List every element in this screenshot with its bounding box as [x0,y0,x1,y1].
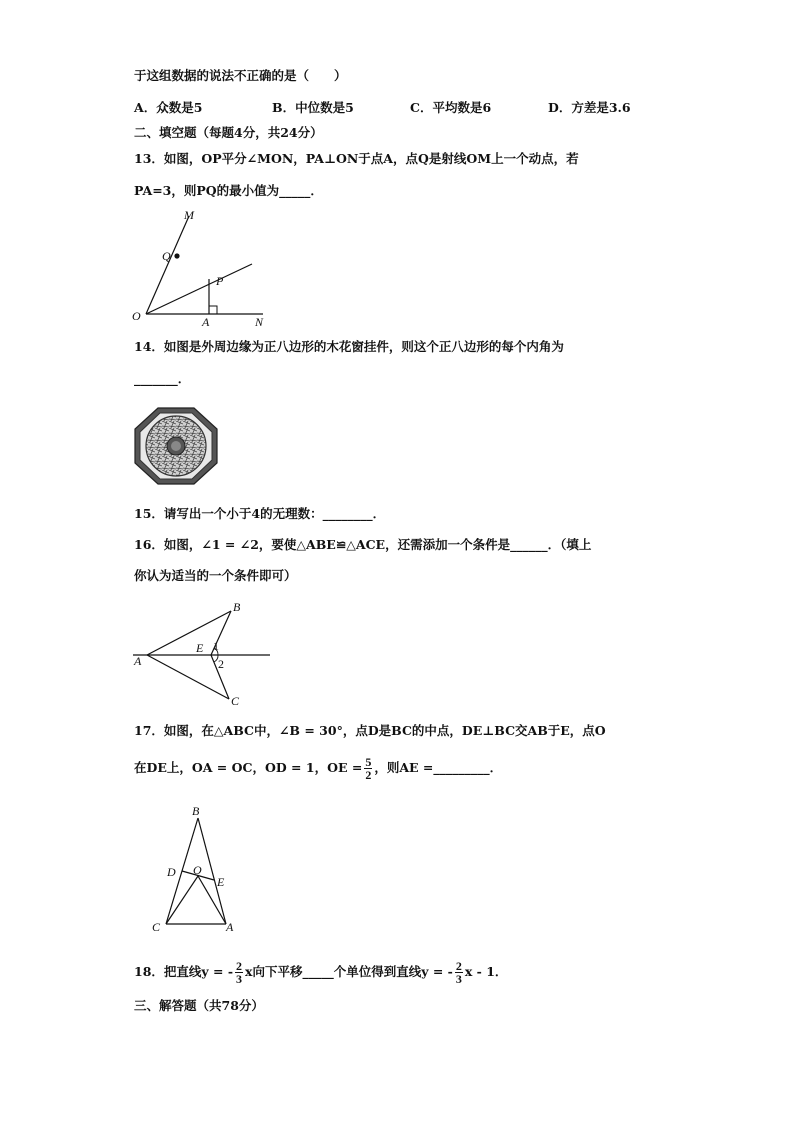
q13-line-2: PA=3，则PQ的最小值为_____． [134,183,323,198]
q17-label-e: E [217,875,225,889]
q18-line [134,956,507,988]
q18-part-1: 18．把直线y = - [134,964,234,979]
q13-label-a: A [202,315,210,329]
section-2-title: 二、填空题（每题4分，共24分） [134,125,323,140]
q18-fraction-1 [235,960,243,985]
q13-figure [128,205,278,330]
q16-label-a: A [134,654,142,668]
q16-label-angle-1: 1 [213,639,219,653]
q18-frac1-denominator: 3 [236,972,243,986]
q16-label-angle-2: 2 [218,657,224,671]
q12-option-c: C．平均数是6 [410,100,492,115]
q17-figure [148,800,248,940]
q13-label-n: N [255,315,264,329]
q17-line-1: 17．如图，在△ABC中，∠B = 30°，点D是BC的中点，DE⊥BC交AB于E，点O [134,723,606,738]
q18-part-3: x - 1． [464,964,508,979]
q17-label-d: D [167,865,176,879]
q12-stem-tail: 于这组数据的说法不正确的是（ ） [134,68,347,83]
octagon-window-figure [134,407,218,485]
q18-part-2: x向下平移_____个单位得到直线y = - [245,964,453,979]
q16-line-1: 16．如图，∠1 = ∠2，要使△ABE≌△ACE，还需添加一个条件是______．（填上 [134,537,592,552]
q13-label-m: M [184,208,194,222]
q16-label-c: C [231,694,240,708]
q17-label-c: C [152,920,161,934]
q14-line-1: 14．如图是外周边缘为正八边形的木花窗挂件，则这个正八边形的每个内角为 [134,339,564,354]
q16-label-b: B [233,600,241,614]
q17-line-2 [134,752,502,784]
q17-frac-numerator: 5 [365,755,372,769]
q16-figure [130,598,275,713]
q16-line-2: 你认为适当的一个条件即可） [134,568,297,583]
q17-fraction [364,756,372,781]
q14-line-2: _______． [134,371,191,386]
q13-label-q: Q [162,249,171,263]
q17-frac-denominator: 2 [365,768,372,782]
q17-line-2-start: 在DE上，OA = OC，OD = 1，OE = [134,760,363,775]
q12-option-a: A．众数是5 [134,100,203,115]
q13-line-1: 13．如图，OP平分∠MON，PA⊥ON于点A，点Q是射线OM上一个动点，若 [134,151,579,166]
q17-label-o: O [193,863,202,877]
q17-label-b: B [192,804,200,818]
q17-line-2-end: ，则AE =_________． [374,760,503,775]
q18-frac2-numerator: 2 [455,959,462,973]
section-3-title: 三、解答题（共78分） [134,998,264,1013]
q12-option-b: B．中位数是5 [272,100,354,115]
q15-line-1: 15．请写出一个小于4的无理数：________． [134,506,386,521]
q13-label-p: P [216,274,224,288]
q13-label-o: O [132,309,141,323]
q12-option-d: D．方差是3.6 [548,100,631,115]
q16-label-e: E [196,641,204,655]
q18-frac2-denominator: 3 [455,972,462,986]
q18-frac1-numerator: 2 [236,959,243,973]
q17-label-a: A [226,920,234,934]
q18-fraction-2 [455,960,463,985]
